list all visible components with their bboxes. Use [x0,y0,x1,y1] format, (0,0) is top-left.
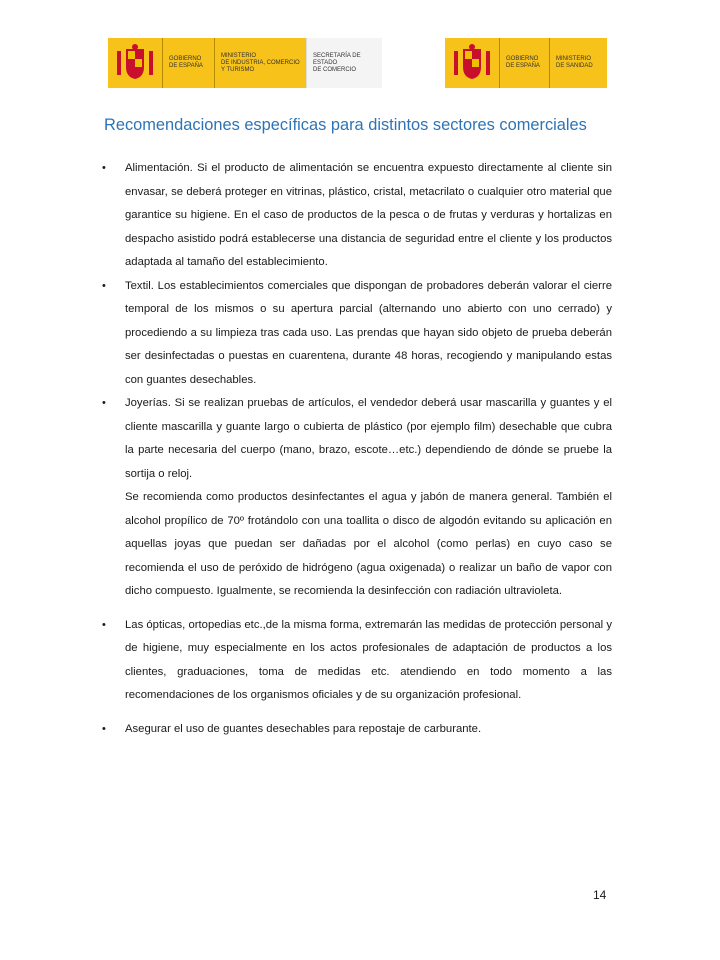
bullet-icon: • [102,397,106,409]
section-title: Recomendaciones específicas para distintos sectores comerciales [104,116,587,134]
government-logo-sanidad [445,38,607,88]
list-item-carburante [100,718,612,742]
list-item-opticas [100,614,612,708]
logo-secretaria-text: SECRETARÍA DE ESTADO DE COMERCIO [306,38,382,88]
list-item-text: Las ópticas, ortopedias etc.,de la misma forma, extremarán las medidas de protección personal y de higiene, muy especialmente en los actos profesionales de adaptación de productos a los clientes, graduaciones, toma de medidas etc. atendiendo en todo momento a las recomendaciones de los organismos oficiales y de su organización profesional. [125,618,612,701]
list-item-text: Asegurar el uso de guantes desechables para repostaje de carburante. [125,722,482,735]
bullet-icon: • [102,722,106,735]
coat-of-arms-icon [108,38,162,88]
logo-gobierno-text: GOBIERNO DE ESPAÑA [499,38,549,88]
list-item-text: Alimentación. Si el producto de alimentación se encuentra expuesto directamente al cliente sin envasar, se deberá proteger en vitrinas, plástico, cristal, metacrilato o cualquier otro material que garantice su higiene. En el caso de productos de la pesca o de frutas y verduras y hortalizas en despacho asistido podrá establecerse una distancia de seguridad entre el cliente y los productos adaptada al tamaño del establecimiento. [125,162,612,268]
bullet-icon: • [102,162,106,174]
list-item-joyerias [100,392,612,604]
bullet-icon: • [102,279,106,292]
bullet-icon: • [102,618,106,631]
page-number: 14 [593,888,607,902]
list-item-text: Joyerías. Si se realizan pruebas de artículos, el vendedor deberá usar mascarilla y guantes y el cliente mascarilla y guante largo o cubierta de plástico (por ejemplo film) desechable que cubra la parte necesaria del cuerpo (mano, brazo, escote…etc.) dependiendo de dónde se pruebe la sortija o reloj. [125,397,612,480]
list-item-text: Textil. Los establecimientos comerciales que dispongan de probadores deberán valorar el cierre temporal de los mismos o su apertura parcial (alternando uno abierto con uno cerrado) y procediendo a su limpieza tras cada uso. Las prendas que hayan sido objeto de prueba deberán ser desinfectadas o puestas en cuarentena, durante 48 horas, recogiendo y manipulando estas con guantes desechables. [125,279,612,386]
list-item-text-continued: Se recomienda como productos desinfectantes el agua y jabón de manera general. También el alcohol propílico de 70º frotándolo con una toallita o disco de algodón evitando su aplicación en aquellas joyas que puedan ser dañadas por el alcohol (como perlas) en cuyo caso se recomienda el uso de peróxido de hidrógeno (agua oxigenada) o realizar un baño de vapor con dicho compuesto. Igualmente, se recomienda la desinfección con radiación ultravioleta. [125,491,612,597]
logo-gobierno-text: GOBIERNO DE ESPAÑA [162,38,214,88]
recommendations-list [100,157,612,741]
government-logo-industria [108,38,382,88]
logo-ministerio-text: MINISTERIO DE SANIDAD [549,38,607,88]
list-item-textil [100,275,612,393]
coat-of-arms-icon [445,38,499,88]
logo-ministerio-text: MINISTERIO DE INDUSTRIA, COMERCIO Y TURISMO [214,38,306,88]
list-item-alimentacion [100,157,612,275]
